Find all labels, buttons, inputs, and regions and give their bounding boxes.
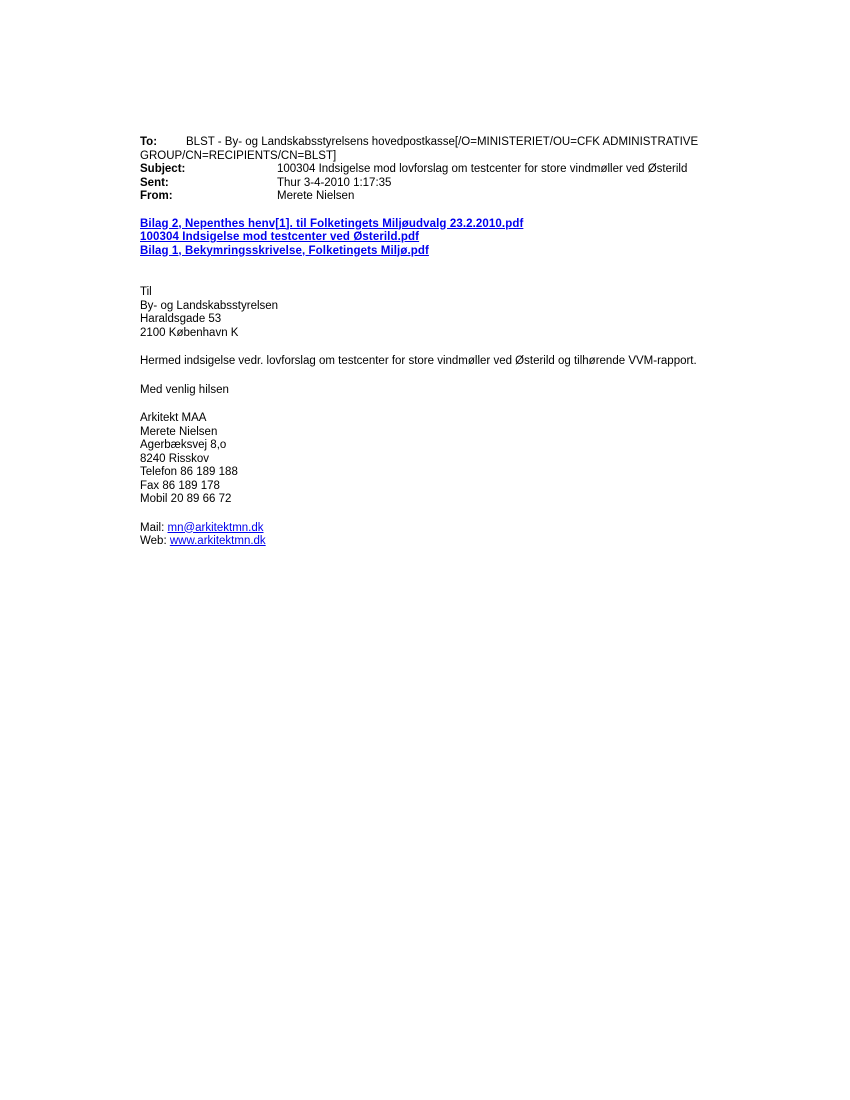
mail-label: Mail: xyxy=(140,521,168,534)
address-line: Til xyxy=(140,286,152,298)
attachment-link[interactable]: 100304 Indsigelse mod testcenter ved Østerild.pdf xyxy=(140,231,420,243)
attachment-link[interactable]: Bilag 2, Nepenthes henv[1]. til Folketingets Miljøudvalg 23.2.2010.pdf xyxy=(140,217,524,230)
signature-block xyxy=(140,412,740,507)
web-link[interactable]: www.arkitektmn.dk xyxy=(169,535,266,547)
signature-line: Telefon 86 189 188 xyxy=(140,466,238,478)
from-value: Merete Nielsen xyxy=(277,190,355,202)
signature-line: 8240 Risskov xyxy=(140,452,210,465)
subject-value: 100304 Indsigelse mod lovforslag om testcenter for store vindmøller ved Østerild xyxy=(277,163,688,175)
to-label: To: xyxy=(140,136,158,148)
signature-line: Fax 86 189 178 xyxy=(140,479,220,492)
message-text: Hermed indsigelse vedr. lovforslag om testcenter for store vindmøller ved Østerild og tilhørende VVM-rapport. xyxy=(140,355,697,367)
email-document xyxy=(140,136,740,549)
sent-label: Sent: xyxy=(140,176,169,189)
signature-line: Mobil 20 89 66 72 xyxy=(140,493,232,505)
subject-label: Subject: xyxy=(140,163,186,175)
signature-line: Arkitekt MAA xyxy=(140,412,207,424)
greeting: Med venlig hilsen xyxy=(140,383,229,396)
email-body xyxy=(140,286,740,549)
signature-line: Merete Nielsen xyxy=(140,425,218,438)
to-row xyxy=(140,136,740,163)
sent-value: Thur 3-4-2010 1:17:35 xyxy=(277,176,392,189)
mail-row xyxy=(140,522,740,536)
to-value: BLST - By- og Landskabsstyrelsens hovedpostkasse[/O=MINISTERIET/OU=CFK ADMINISTRATIVE GROUP/CN=RECIPIENTS/CN=BLST] xyxy=(140,136,699,162)
subject-row xyxy=(140,163,740,177)
from-row xyxy=(140,190,740,204)
address-line: Haraldsgade 53 xyxy=(140,313,222,325)
signature-line: Agerbæksvej 8,o xyxy=(140,439,227,451)
address-line: 2100 København K xyxy=(140,326,239,339)
email-header xyxy=(140,136,740,204)
attachment-list xyxy=(140,218,740,259)
address-line: By- og Landskabsstyrelsen xyxy=(140,299,279,312)
from-label: From: xyxy=(140,190,173,202)
recipient-address xyxy=(140,286,740,340)
web-row xyxy=(140,535,740,549)
sent-row xyxy=(140,177,740,191)
attachment-link[interactable]: Bilag 1, Bekymringsskrivelse, Folketingets Miljø.pdf xyxy=(140,244,429,257)
web-label: Web: xyxy=(140,535,170,547)
mail-link[interactable]: mn@arkitektmn.dk xyxy=(167,521,264,534)
